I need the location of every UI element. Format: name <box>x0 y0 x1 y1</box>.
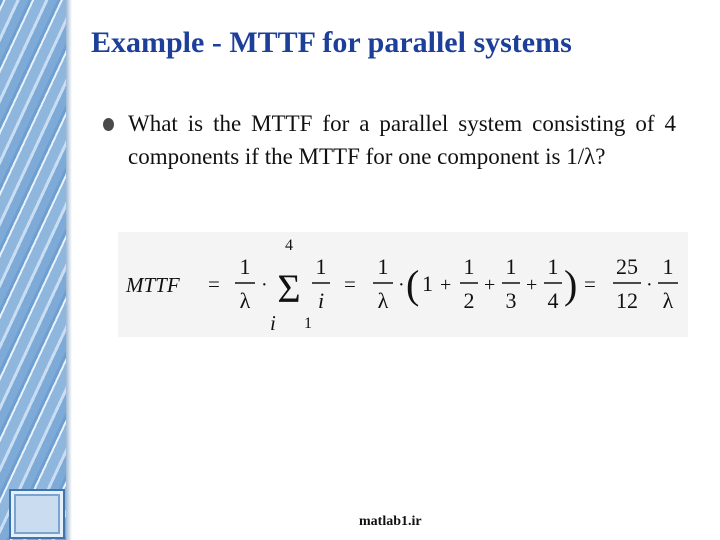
multiply-dot: · <box>398 274 405 296</box>
fraction-numerator: 1 <box>377 254 389 279</box>
fraction-denominator: 4 <box>547 288 559 313</box>
fraction-numerator: 1 <box>315 254 327 279</box>
fraction-numerator: 1 <box>463 254 475 279</box>
formula-equals-1: = <box>208 272 220 296</box>
bullet-icon <box>103 118 114 131</box>
plus-sign: + <box>440 274 452 296</box>
sum-index-variable: i <box>270 311 276 335</box>
plus-sign: + <box>526 274 538 296</box>
fraction-denominator: λ <box>662 288 674 313</box>
formula-equals-2: = <box>344 272 356 296</box>
slide-title: Example - MTTF for parallel systems <box>91 26 572 59</box>
fraction-denominator: λ <box>377 288 389 313</box>
multiply-dot: · <box>261 274 268 296</box>
open-parenthesis: ( <box>406 262 420 307</box>
formula-equals-3: = <box>584 272 596 296</box>
fraction-numerator: 1 <box>662 254 674 279</box>
fraction-numerator: 1 <box>239 254 251 279</box>
fraction-denominator: 12 <box>616 288 638 313</box>
fraction-numerator: 1 <box>547 254 559 279</box>
decorative-corner-box <box>9 489 65 539</box>
sum-icon: Σ <box>277 266 301 311</box>
fraction-numerator: 1 <box>505 254 517 279</box>
bullet-text: What is the MTTF for a parallel system consisting of 4 components if the MTTF for one component is 1/λ? <box>128 111 676 169</box>
term-one: 1 <box>422 271 433 296</box>
decorative-side-bar <box>0 0 67 540</box>
fraction-denominator: λ <box>239 288 251 313</box>
close-parenthesis: ) <box>564 262 578 307</box>
side-bar-shadow <box>66 0 72 540</box>
fraction-denominator: i <box>317 288 325 313</box>
plus-sign: + <box>484 274 496 296</box>
sum-upper-limit: 4 <box>285 237 293 254</box>
fraction-denominator: 2 <box>463 288 475 313</box>
multiply-dot: · <box>646 274 653 296</box>
fraction-denominator: 3 <box>505 288 517 313</box>
fraction-numerator: 25 <box>616 254 638 279</box>
footer-watermark: matlab1.ir <box>359 514 422 529</box>
formula-lhs: MTTF <box>126 273 180 297</box>
sum-lower-limit: 1 <box>304 315 312 332</box>
mttf-formula <box>118 232 688 337</box>
formula-svg <box>118 232 688 337</box>
